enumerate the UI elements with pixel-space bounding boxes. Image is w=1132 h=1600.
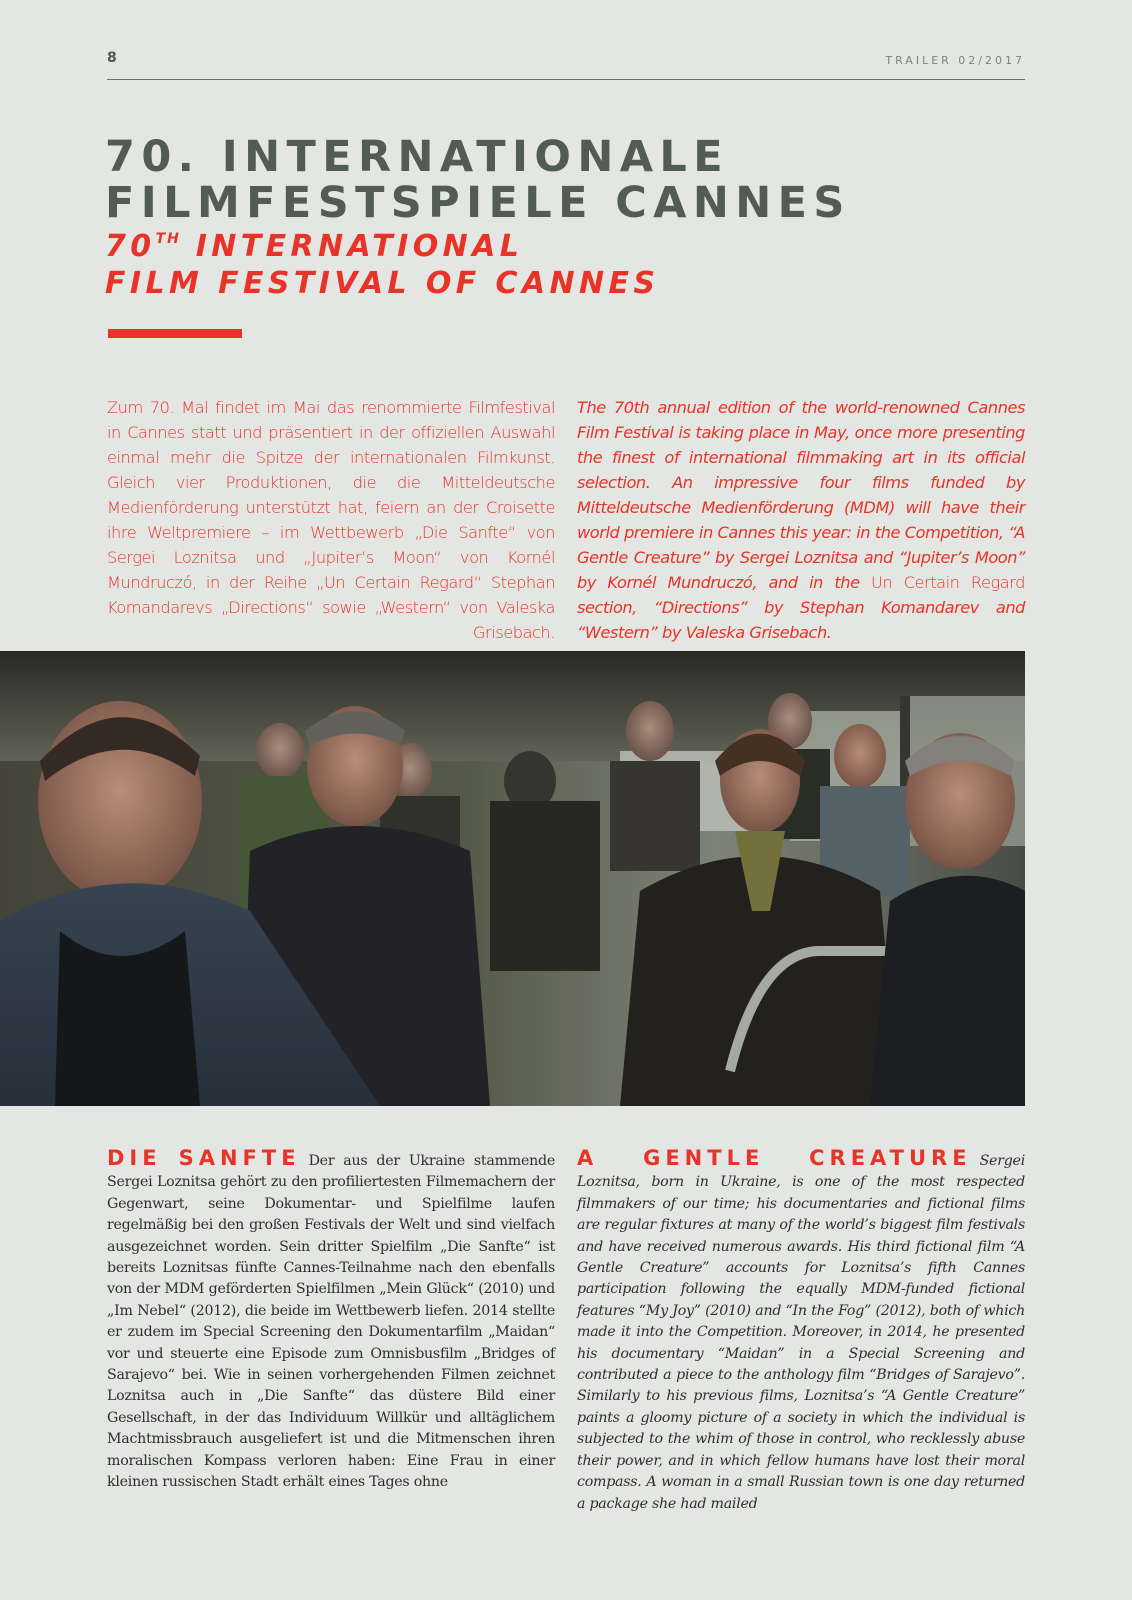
- title-german: [105, 134, 851, 226]
- title-english-ordinal: TH: [155, 231, 181, 247]
- article-german-heading: DIE SANFTE: [107, 1146, 301, 1170]
- intro-english: [577, 395, 1025, 645]
- article-english-heading: A GENTLE CREATURE: [577, 1146, 972, 1170]
- intro-english-part-1: The 70th annual edition of the world-renowned Cannes Film Festival is taking place in May, once more presenting the finest of international filmmaking art in its official selection. An impressive four films funded by Mitteldeutsche Medienförderung (MDM) will have their world premiere in Cannes this year: in the Competition, “A Gentle Creature” by Sergei Loznitsa and “Jupiter’s Moon” by Kornél Mundruczó, and in the: [577, 398, 1025, 592]
- film-still-photo: [0, 651, 1025, 1106]
- issue-label: TRAILER 02/2017: [885, 54, 1025, 67]
- title-english-number: 70: [105, 229, 156, 264]
- article-german: [107, 1148, 555, 1494]
- header-divider: [107, 79, 1025, 80]
- article-english-body: Sergei Loznitsa, born in Ukraine, is one of the most respected filmmakers of our time; his documentaries and fictional films are regular fixtures at many of the world’s biggest film festivals and have received numerous awards. His third fictional film “A Gentle Creature” accounts for Loznitsa’s fifth Cannes participation following the equally MDM-funded fictional features “My Joy” (2010) and “In the Fog” (2012), both of which made it into the Competition. Moreover, in 2014, he presented his documentary “Maidan” in a Special Screening and contributed a piece to the anthology film “Bridges of Sarajevo”. Similarly to his previous films, Loznitsa’s “A Gentle Creature” paints a gloomy picture of a society in which the individual is subjected to the whim of those in control, who recklessly abuse their power, and in which fellow humans have lost their moral compass. A woman in a small Russian town is one day returned a package she had mailed: [577, 1153, 1025, 1512]
- title-english-line-1: INTERNATIONAL: [180, 229, 524, 264]
- intro-english-section-name: Un Certain Regard: [871, 573, 1025, 592]
- title-accent-bar: [108, 329, 242, 338]
- intro-german: Zum 70. Mal findet im Mai das renommierte Filmfestival in Cannes statt und präsentiert in der offiziellen Auswahl einmal mehr die Spitze der internationalen Filmkunst. Gleich vier Produktionen, die die Mitteldeutsche Medienförderung unterstützt hat, feiern an der Croisette ihre Weltpremiere – im Wettbewerb „Die Sanfte“ von Sergei Loznitsa und „Jupiter’s Moon“ von Kornél Mundruczó, in der Reihe „Un Certain Regard“ Stephan Komandarevs „Directions“ sowie „Western“ von Valeska Grisebach.: [107, 398, 555, 642]
- title-english-line-2: FILM FESTIVAL OF CANNES: [105, 266, 660, 301]
- article-english: [577, 1148, 1025, 1515]
- title-english: [105, 228, 659, 302]
- page-number: 8: [107, 50, 117, 66]
- article-german-body: Der aus der Ukraine stammende Sergei Loznitsa gehört zu den profiliertesten Filmemachern der Gegenwart, seine Dokumentar- und Spielfilme laufen regelmäßig bei den großen Festivals der Welt und sind vielfach ausgezeichnet worden. Sein dritter Spielfilm „Die Sanfte“ ist bereits Loznitsas fünfte Cannes-Teilnahme nach den ebenfalls von der MDM geförderten Spielfilmen „Mein Glück“ (2010) und „Im Nebel“ (2012), die beide im Wettbewerb liefen. 2014 stellte er zudem im Special Screening den Dokumentarfilm „Maidan“ vor und steuerte eine Episode zum Omnisbusfilm „Bridges of Sarajevo“ bei. Wie in seinen vorhergehenden Filmen zeichnet Loznitsa auch in „Die Sanfte“ das düstere Bild einer Gesellschaft, in der das Individuum Willkür und alltäglichem Machtmissbrauch ausgeliefert ist und die Mitmenschen ihren moralischen Kompass verloren haben: Eine Frau in einer kleinen russischen Stadt erhält eines Tages ohne: [107, 1153, 556, 1491]
- intro-english-part-2: section, “Directions” by Stephan Komandarev and “Western” by Valeska Grisebach.: [577, 598, 1025, 642]
- title-german-line-1: 70. INTERNATIONALE: [105, 132, 729, 182]
- title-german-line-2: FILMFESTSPIELE CANNES: [105, 178, 851, 228]
